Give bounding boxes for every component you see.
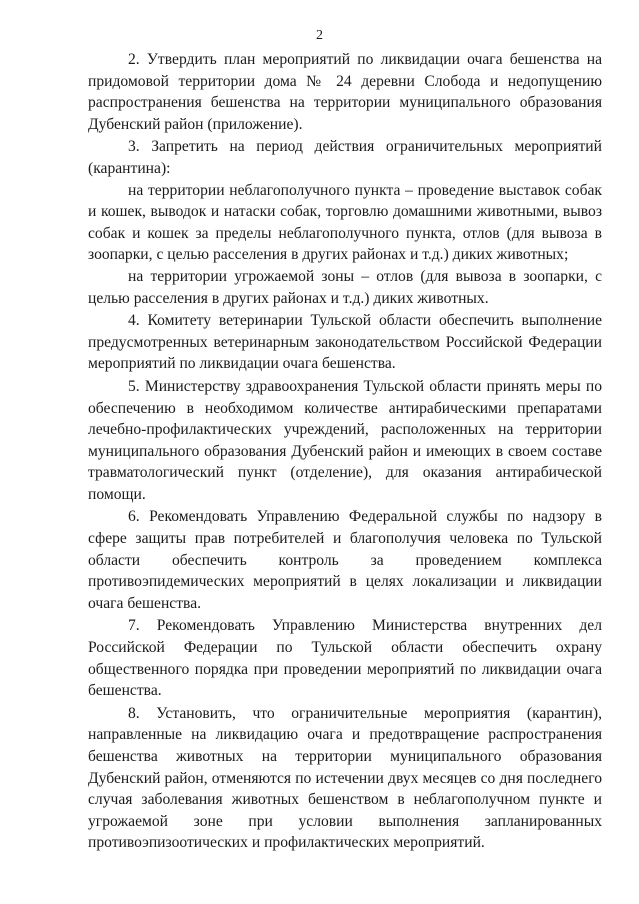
paragraph-item-6: 6. Рекомендовать Управлению Федеральной службы по надзору в сфере защиты прав потребителей и благополучия человека по Тульской области обеспечить контроль за проведением комплекса противоэпидемических мероприятий в целях локализации и ликвидации очага бешенства. [88, 508, 602, 612]
paragraph-item-4: 4. Комитету ветеринарии Тульской области обеспечить выполнение предусмотренных ветеринарным законодательством Российской Федерации мероприятий по ликвидации очага бешенства. [88, 312, 602, 373]
page-number: 2 [316, 28, 323, 43]
paragraph-item-7: 7. Рекомендовать Управлению Министерства внутренних дел Российской Федерации по Тульской области обеспечить охрану общественного порядка при проведении мероприятий по ликвидации очага бешенства. [88, 617, 602, 700]
paragraph-item-3-subitem-2: на территории угрожаемой зоны – отлов (для вывоза в зоопарки, с целью расселения в других районах и т.д.) диких животных. [88, 267, 602, 307]
document-body [88, 49, 602, 854]
paragraph-item-5: 5. Министерству здравоохранения Тульской области принять меры по обеспечению в необходимом количестве антирабическими препаратами лечебно-профилактических учреждений, расположенных на территории муниципального образования Дубенский район и имеющих в своем составе травматологический пункт (отделение), для оказания антирабической помощи. [88, 377, 602, 503]
paragraph-item-8: 8. Установить, что ограничительные мероприятия (карантин), направленные на ликвидацию очага и предотвращение распространения бешенства животных на территории муниципального образования Дубенский район, отменяются по истечении двух месяцев со дня последнего случая заболевания животных бешенством в неблагополучном пункте и угрожаемой зоне при условии выполнения запланированных противоэпизоотических и профилактических мероприятий. [88, 704, 602, 852]
paragraph-item-3: 3. Запретить на период действия ограничительных мероприятий (карантина): [88, 138, 602, 177]
paragraph-item-3-subitem-1: на территории неблагополучного пункта – проведение выставок собак и кошек, выводок и натаски собак, торговлю домашними животными, вывоз собак и кошек за пределы неблагополучного пункта, отлов (для вывоза в зоопарки, с целью расселения в других районах и т.д.) диких животных; [88, 181, 602, 264]
paragraph-item-2: 2. Утвердить план мероприятий по ликвидации очага бешенства на придомовой территории дома № 24 деревни Слобода и недопущению распространения бешенства на территории муниципального образования Дубенский район (приложение). [88, 51, 602, 133]
